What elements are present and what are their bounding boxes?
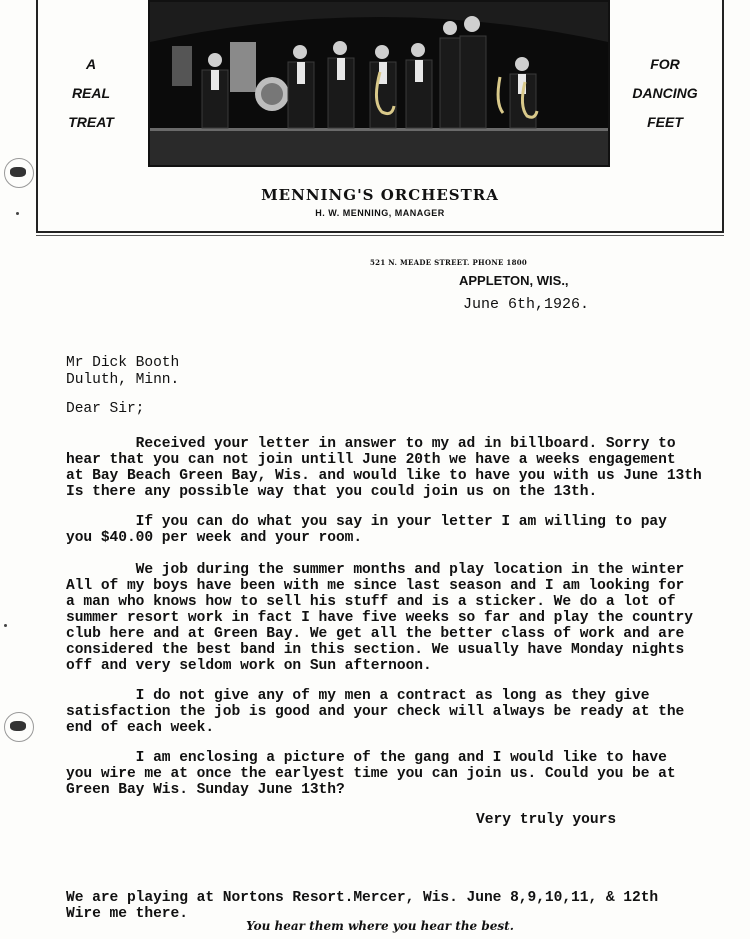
salutation: Dear Sir; [66,401,145,417]
right-tagline-line: FOR [650,56,680,72]
body-line: considered the best band in this section. We usually have Monday nights [66,642,685,658]
body-line: club here and at Green Bay. We get all the better class of work and are [66,626,685,642]
street-address: 521 N. MEADE STREET. PHONE 1800 [370,258,528,267]
body-line: Is there any possible way that you could join us on the 13th. [66,484,598,500]
body-line: All of my boys have been with me since last season and I am looking for [66,578,685,594]
postscript-line: Wire me there. [66,906,188,922]
body-line: We job during the summer months and play location in the winter [66,562,685,578]
margin-speck [4,624,7,627]
left-tagline-line: TREAT [68,114,114,130]
body-line: hear that you can not join untill June 20th we have a weeks engagement [66,452,676,468]
postscript-line: We are playing at Nortons Resort.Mercer, Wis. June 8,9,10,11, & 12th [66,890,659,906]
body-line: at Bay Beach Green Bay, Wis. and would like to have you with us June 13th [66,468,702,484]
punch-hole-mark [4,712,34,742]
right-tagline [620,50,710,137]
body-line: summer resort work in fact I have five weeks so far and play the country [66,610,693,626]
letterhead-rule [36,231,724,233]
body-line: If you can do what you say in your letter I am willing to pay [66,514,667,530]
body-line: I do not give any of my men a contract as long as they give [66,688,650,704]
orchestra-name: MENNING'S ORCHESTRA [261,186,499,204]
margin-speck [16,212,19,215]
right-tagline-line: FEET [647,114,683,130]
band-photo [148,0,610,167]
recipient-name: Mr Dick Booth [66,355,180,371]
body-line: satisfaction the job is good and your check will always be ready at the [66,704,685,720]
left-tagline [46,50,136,137]
left-tagline-line: A [85,56,97,72]
body-line: a man who knows how to sell his stuff and is a sticker. We do a lot of [66,594,676,610]
body-line: Green Bay Wis. Sunday June 13th? [66,782,345,798]
body-line: you $40.00 per week and your room. [66,530,363,546]
letter-date: June 6th,1926. [463,296,590,313]
letterhead-rule-thin [36,235,724,236]
manager-line: H. W. MENNING, MANAGER [315,208,445,218]
body-line: end of each week. [66,720,215,736]
body-line: I am enclosing a picture of the gang and I would like to have [66,750,667,766]
band-photo-illustration [150,2,608,165]
closing: Very truly yours [476,812,617,828]
left-tagline-line: REAL [71,85,111,101]
footer-slogan: You hear them where you hear the best. [246,919,514,933]
body-line: Received your letter in answer to my ad in billboard. Sorry to [66,436,676,452]
recipient-city: Duluth, Minn. [66,372,180,388]
punch-hole-mark [4,158,34,188]
right-tagline-line: DANCING [632,85,698,101]
body-line: off and very seldom work on Sun afternoon. [66,658,432,674]
body-line: you wire me at once the earlyest time you can join us. Could you be at [66,766,676,782]
city-line: APPLETON, WIS., [459,273,569,288]
